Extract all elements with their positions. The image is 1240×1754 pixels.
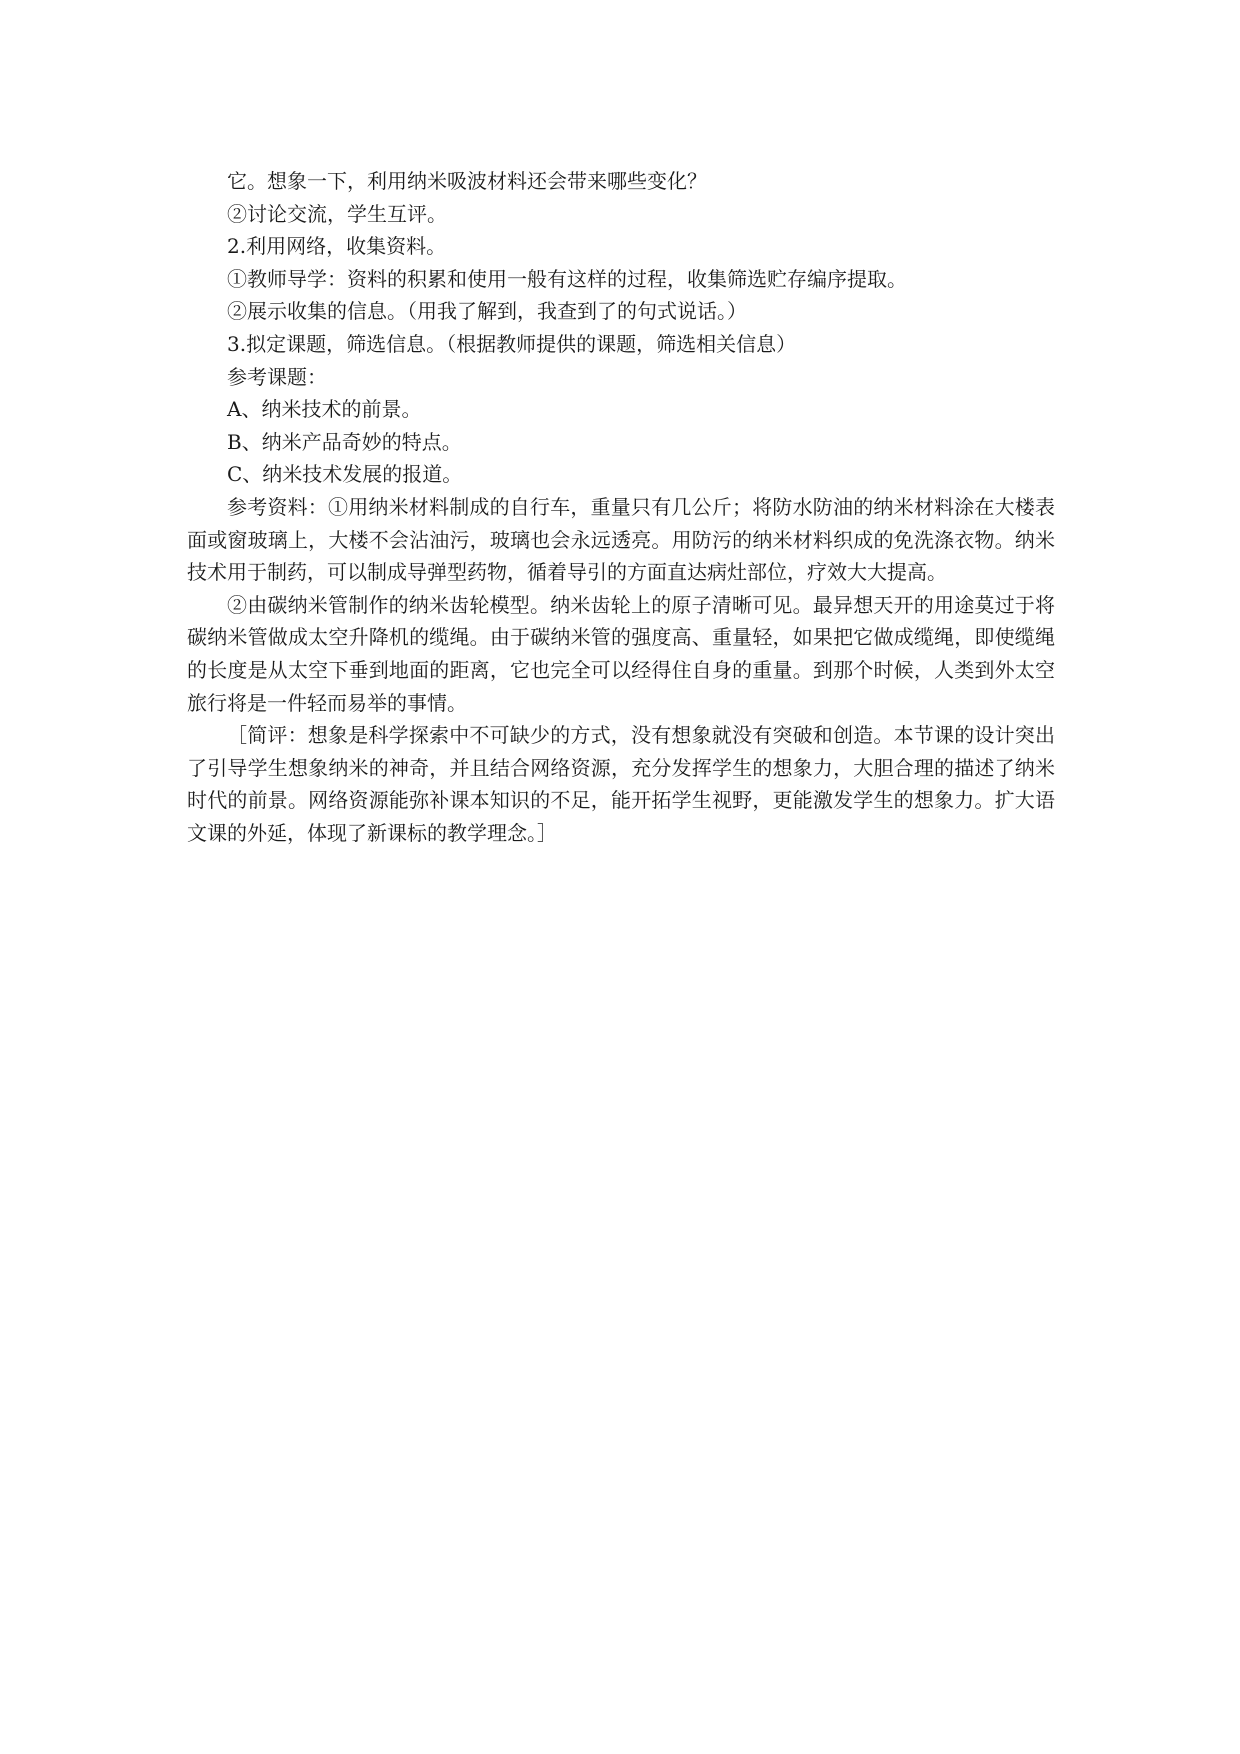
paragraph-show-info: ②展示收集的信息。（用我了解到，我查到了的句式说话。） (227, 299, 747, 324)
paragraph-reference-topics-heading: 参考课题： (227, 364, 327, 389)
paragraph-commentary: ［简评：想象是科学探索中不可缺少的方式，没有想象就没有突破和创造。本节课的设计突出了引导学生想象纳米的神奇，并且结合网络资源，充分发挥学生的想象力，大胆合理的描述了纳米时代的前景。网络资源能弥补课本知识的不足，能开拓学生视野，更能激发学生的想象力。扩大语文课的外延，体现了新课标的教学理念。］ (187, 723, 1055, 845)
document-body (187, 165, 1055, 849)
paragraph-topic-b: B、纳米产品奇妙的特点。 (227, 429, 462, 454)
paragraph-reference-material-2: ②由碳纳米管制作的纳米齿轮模型。纳米齿轮上的原子清晰可见。最异想天开的用途莫过于将碳纳米管做成太空升降机的缆绳。由于碳纳米管的强度高、重量轻，如果把它做成缆绳，即使缆绳的长度是从太空下垂到地面的距离，它也完全可以经得住自身的重量。到那个时候，人类到外太空旅行将是一件轻而易举的事情。 (187, 592, 1055, 715)
paragraph-teacher-guide: ①教师导学：资料的积累和使用一般有这样的过程，收集筛选贮存编序提取。 (227, 266, 907, 291)
paragraph-discussion: ②讨论交流，学生互评。 (227, 201, 447, 226)
paragraph-reference-material-1: 参考资料：①用纳米材料制成的自行车，重量只有几公斤；将防水防油的纳米材料涂在大楼表面或窗玻璃上，大楼不会沾油污，玻璃也会永远透亮。用防污的纳米材料织成的免洗涤衣物。纳米技术用于制药，可以制成导弹型药物，循着导引的方面直达病灶部位，疗效大大提高。 (187, 494, 1055, 585)
paragraph-topic-c: C、纳米技术发展的报道。 (227, 462, 463, 487)
paragraph-imagine-question: 它。想象一下，利用纳米吸波材料还会带来哪些变化？ (227, 169, 707, 193)
paragraph-topic-a: A、纳米技术的前景。 (227, 397, 422, 422)
paragraph-step-2: 2.利用网络，收集资料。 (227, 234, 447, 259)
paragraph-step-3: 3.拟定课题，筛选信息。（根据教师提供的课题，筛选相关信息） (227, 331, 797, 356)
